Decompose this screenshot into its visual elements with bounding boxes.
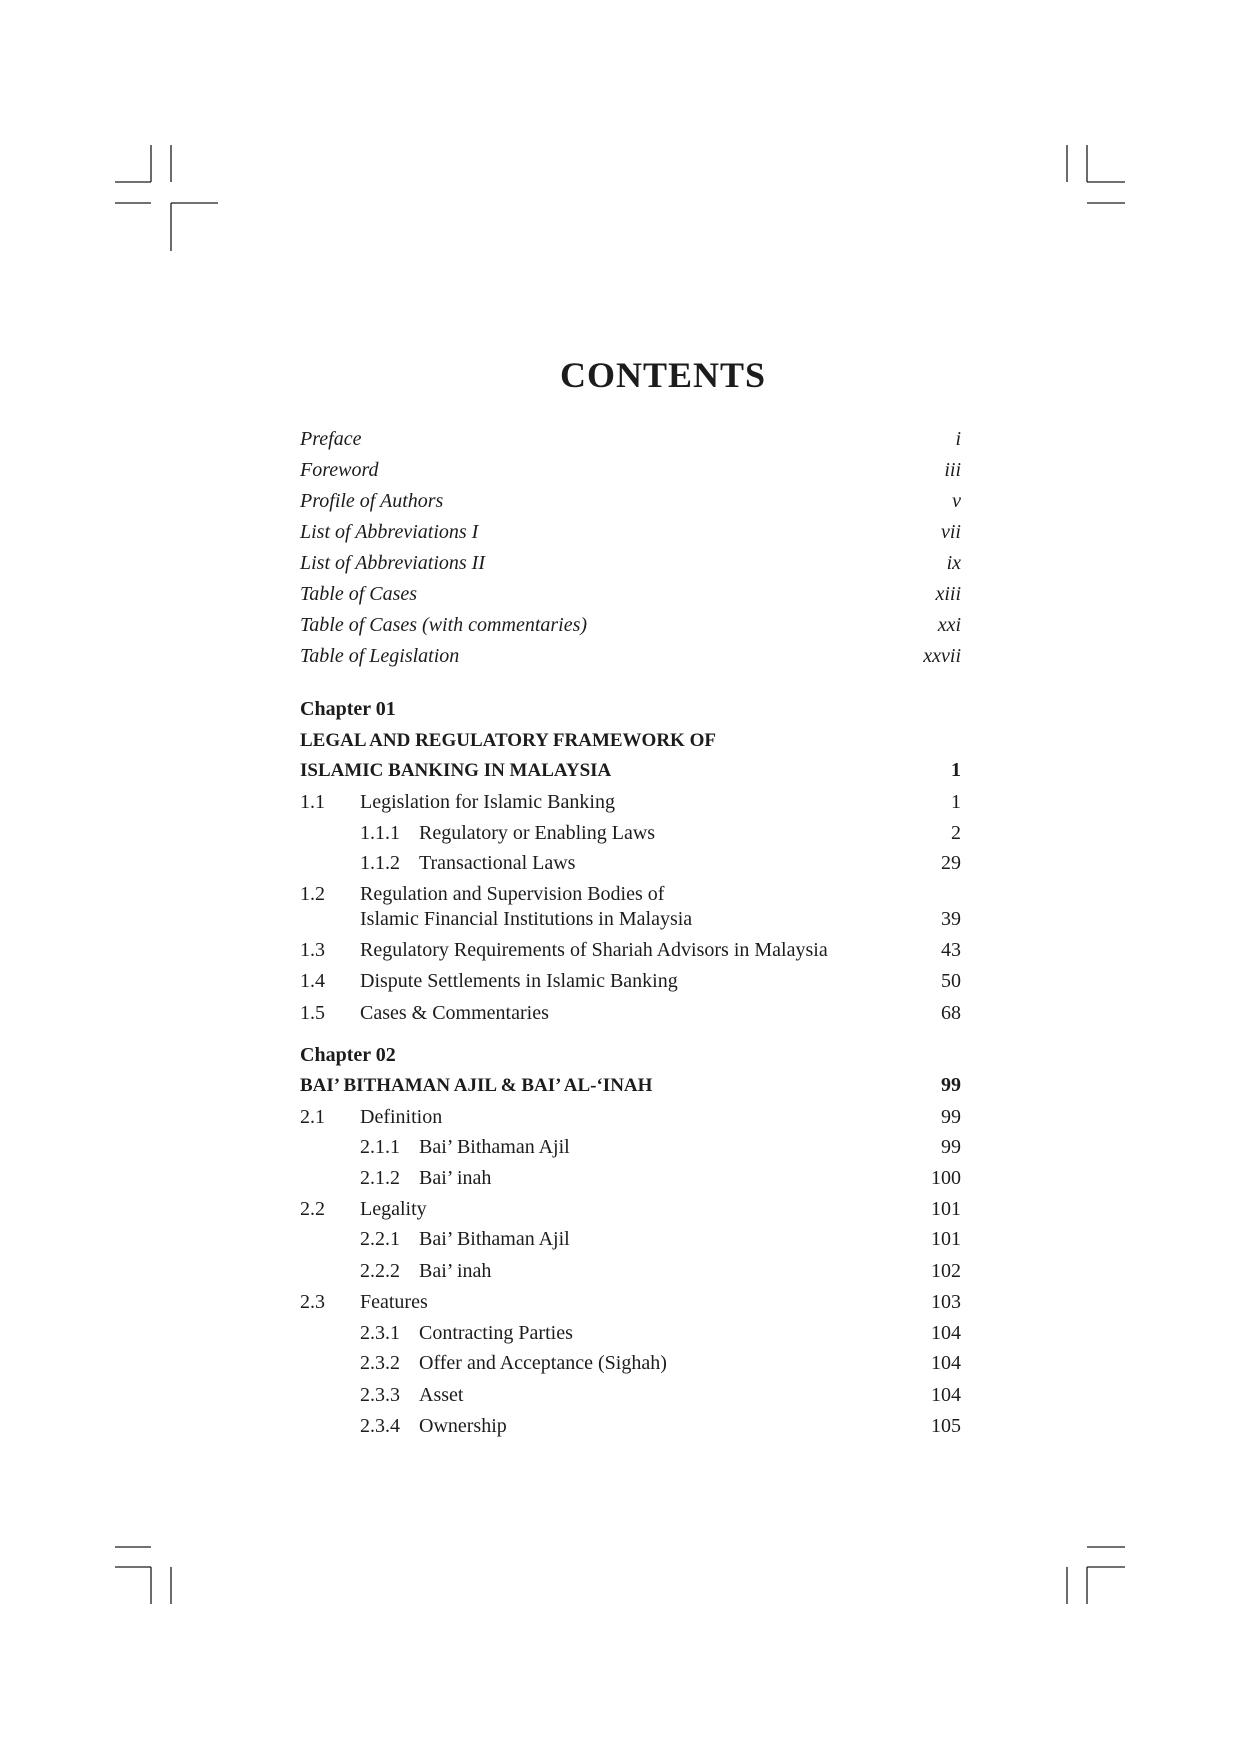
section-title-line: Islamic Financial Institutions in Malaysia [360, 908, 693, 930]
subsection-number: 2.3.4 [360, 1415, 400, 1437]
subsection-title: Bai’ inah [419, 1260, 492, 1282]
toc-entry [300, 424, 961, 455]
subsection-number: 2.1.2 [360, 1167, 400, 1189]
subsection-title: Bai’ Bithaman Ajil [419, 1228, 570, 1250]
subsection-number: 1.1.2 [360, 852, 400, 874]
section-page: 101 [931, 1198, 961, 1220]
subsection-page: 104 [931, 1384, 961, 1406]
subsection-page: 104 [931, 1352, 961, 1374]
section-number: 1.4 [300, 970, 325, 992]
section-number: 1.3 [300, 939, 325, 961]
toc-subsection [300, 1224, 961, 1255]
section-page: 39 [941, 908, 961, 930]
toc-section-continuation [300, 907, 961, 932]
section-title: Features [360, 1291, 428, 1313]
toc-entry-page: v [952, 490, 961, 512]
section-number: 2.3 [300, 1291, 325, 1313]
toc-subsection [300, 1380, 961, 1411]
toc-subsection [300, 1411, 961, 1442]
toc-subsection [300, 1163, 961, 1194]
chapter-title-line: BAI’ BITHAMAN AJIL & BAI’ AL-‘INAH [300, 1075, 653, 1096]
toc-entry-title: List of Abbreviations II [300, 552, 485, 574]
toc-entry-page: xxi [937, 614, 961, 636]
subsection-number: 2.2.1 [360, 1228, 400, 1250]
subsection-number: 2.2.2 [360, 1260, 400, 1282]
subsection-page: 102 [931, 1260, 961, 1282]
toc-entry [300, 455, 961, 486]
chapter-label: Chapter 02 [300, 1044, 396, 1066]
chapter-title [300, 725, 961, 756]
toc-section [300, 787, 961, 818]
section-title: Definition [360, 1106, 443, 1128]
section-page: 68 [941, 1002, 961, 1024]
toc-entry-title: Profile of Authors [300, 490, 444, 512]
subsection-title: Regulatory or Enabling Laws [419, 822, 656, 844]
toc-subsection [300, 1348, 961, 1379]
toc-entry-title: Table of Cases (with commentaries) [300, 614, 588, 636]
toc-entry-page: ix [946, 552, 961, 574]
section-number: 2.1 [300, 1106, 325, 1128]
section-number: 1.1 [300, 791, 325, 813]
chapter-title-line: ISLAMIC BANKING IN MALAYSIA [300, 760, 612, 781]
toc-entry [300, 486, 961, 517]
toc-section [300, 998, 961, 1029]
section-title: Legality [360, 1198, 427, 1220]
section-page: 50 [941, 970, 961, 992]
subsection-number: 2.3.2 [360, 1352, 400, 1374]
subsection-page: 105 [931, 1415, 961, 1437]
section-title: Legislation for Islamic Banking [360, 791, 615, 813]
subsection-number: 2.3.3 [360, 1384, 400, 1406]
subsection-page: 2 [951, 822, 961, 844]
subsection-page: 104 [931, 1322, 961, 1344]
toc-section [300, 882, 961, 907]
toc-section [300, 1102, 961, 1133]
toc-entry-page: iii [944, 459, 961, 481]
page-heading: CONTENTS [560, 355, 767, 395]
toc-subsection [300, 1256, 961, 1287]
subsection-title: Transactional Laws [419, 852, 576, 874]
toc-entry-title: Preface [300, 428, 362, 450]
subsection-number: 1.1.1 [360, 822, 400, 844]
chapter-page: 99 [941, 1074, 961, 1096]
section-page: 99 [941, 1106, 961, 1128]
toc-subsection [300, 1318, 961, 1349]
toc-entry-page: xxvii [923, 645, 961, 667]
toc-subsection [300, 1132, 961, 1163]
toc-entry [300, 548, 961, 579]
toc-section [300, 966, 961, 997]
subsection-title: Offer and Acceptance (Sighah) [419, 1352, 667, 1374]
chapter-title-line: LEGAL AND REGULATORY FRAMEWORK OF [300, 730, 716, 751]
toc-section [300, 1287, 961, 1318]
section-page: 1 [951, 791, 961, 813]
toc-subsection [300, 848, 961, 879]
toc-subsection [300, 818, 961, 849]
subsection-page: 29 [941, 852, 961, 874]
toc-section [300, 935, 961, 966]
chapter-page: 1 [951, 759, 961, 781]
subsection-title: Bai’ Bithaman Ajil [419, 1136, 570, 1158]
subsection-page: 101 [931, 1228, 961, 1250]
section-number: 2.2 [300, 1198, 325, 1220]
subsection-title: Ownership [419, 1415, 507, 1437]
subsection-title: Bai’ inah [419, 1167, 492, 1189]
toc-entry [300, 579, 961, 610]
section-page: 103 [931, 1291, 961, 1313]
chapter-label: Chapter 01 [300, 698, 396, 720]
toc-entry-title: Table of Cases [300, 583, 418, 605]
toc-entry-page: vii [941, 521, 961, 543]
section-number: 1.2 [300, 883, 325, 905]
toc-entry [300, 641, 961, 672]
toc-entry [300, 517, 961, 548]
section-page: 43 [941, 939, 961, 961]
toc-section [300, 1194, 961, 1225]
section-title-line: Regulation and Supervision Bodies of [360, 883, 665, 905]
subsection-number: 2.3.1 [360, 1322, 400, 1344]
subsection-page: 99 [941, 1136, 961, 1158]
subsection-page: 100 [931, 1167, 961, 1189]
section-title: Cases & Commentaries [360, 1002, 549, 1024]
toc-entry-title: List of Abbreviations I [300, 521, 479, 543]
subsection-title: Asset [419, 1384, 464, 1406]
section-number: 1.5 [300, 1002, 325, 1024]
section-title: Regulatory Requirements of Shariah Advisors in Malaysia [360, 939, 828, 961]
chapter-title [300, 1070, 961, 1101]
toc-entry-page: i [955, 428, 961, 450]
chapter-title [300, 755, 961, 786]
toc-entry [300, 610, 961, 641]
toc-entry-page: xiii [935, 583, 961, 605]
subsection-number: 2.1.1 [360, 1136, 400, 1158]
section-title: Dispute Settlements in Islamic Banking [360, 970, 678, 992]
toc-entry-title: Foreword [300, 459, 379, 481]
toc-entry-title: Table of Legislation [300, 645, 460, 667]
subsection-title: Contracting Parties [419, 1322, 573, 1344]
